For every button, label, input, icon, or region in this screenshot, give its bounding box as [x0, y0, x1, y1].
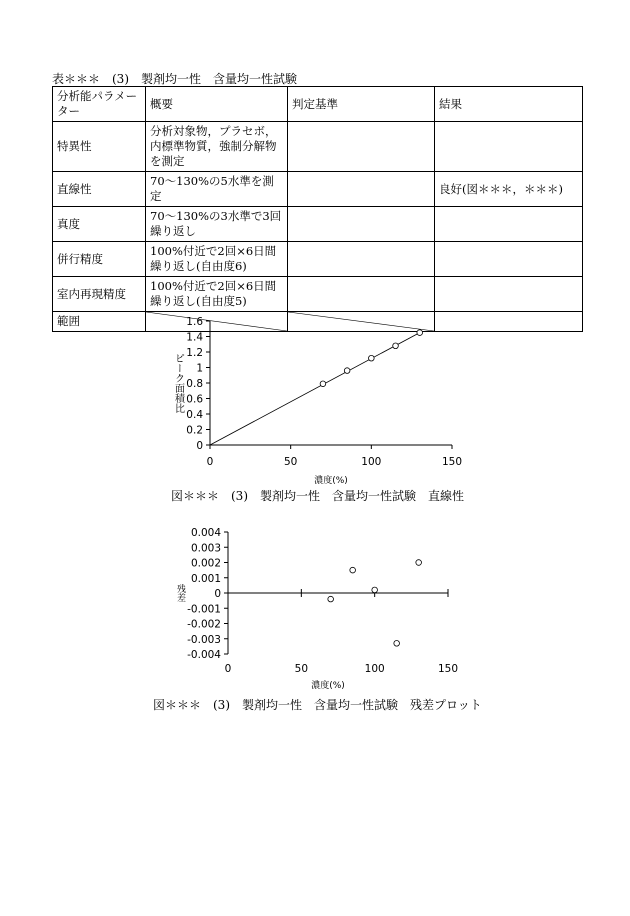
y-tick-label: 1.6: [186, 316, 203, 328]
header-criteria: 判定基準: [288, 87, 435, 122]
y-tick-label: -0.001: [187, 603, 221, 616]
row-result: [435, 207, 583, 242]
y-tick-label: 0.002: [190, 557, 221, 570]
row-result: 良好(図＊＊＊，＊＊＊): [435, 172, 583, 207]
data-point: [328, 596, 334, 602]
table-row: [53, 207, 583, 242]
y-tick-label: 1: [196, 362, 203, 375]
data-point: [417, 330, 423, 336]
figure1-caption: 図＊＊＊ (3) 製剤均一性 含量均一性試験 直線性: [171, 489, 465, 503]
y-tick-label: 0.6: [186, 393, 203, 406]
y-tick-label: 1.2: [186, 347, 203, 359]
row-param: 範囲: [53, 312, 146, 332]
y-tick-label: -0.002: [187, 618, 221, 631]
y-tick-label: 0.2: [186, 424, 203, 437]
row-param: 室内再現精度: [53, 277, 146, 312]
data-point: [320, 381, 326, 387]
table-row: [53, 122, 583, 172]
y-tick-label: -0.004: [187, 649, 221, 661]
x-tick-label: 150: [437, 663, 459, 675]
data-point: [369, 355, 375, 361]
row-param: 直線性: [53, 172, 146, 207]
row-summary: 70～130%の3水準で3回繰り返し: [146, 207, 288, 242]
data-point: [372, 587, 378, 593]
x-tick-label: 50: [294, 663, 309, 675]
row-criteria: [288, 207, 435, 242]
x-tick-label: 0: [206, 456, 214, 468]
x-tick-label: 150: [441, 456, 463, 468]
row-summary: 分析対象物，プラセボ，内標準物質，強制分解物を測定: [146, 122, 288, 172]
row-result: [435, 122, 583, 172]
table-row: [53, 277, 583, 312]
y-tick-label: 0.8: [186, 378, 203, 390]
table-row: [53, 242, 583, 277]
table-row: [53, 172, 583, 207]
data-point: [394, 641, 400, 647]
x-tick-label: 100: [364, 663, 385, 675]
x-tick-label: 100: [361, 456, 382, 468]
row-param: 併行精度: [53, 242, 146, 277]
y-tick-label: 0: [196, 440, 203, 452]
header-parameter: 分析能パラメーター: [53, 87, 146, 122]
data-point: [393, 343, 399, 349]
row-param: 特異性: [53, 122, 146, 172]
linearity-chart: [160, 310, 480, 494]
linearity-chart-svg: [160, 310, 480, 490]
data-point: [416, 560, 422, 566]
data-point: [350, 567, 356, 573]
row-result: [435, 242, 583, 277]
y-tick-label: 0.4: [186, 409, 203, 421]
table-caption: 表＊＊＊ (3) 製剤均一性 含量均一性試験: [52, 72, 297, 86]
y-tick-label: 0.003: [190, 542, 221, 555]
data-point: [344, 368, 350, 374]
figure2-caption: 図＊＊＊ (3) 製剤均一性 含量均一性試験 残差プロット: [153, 698, 482, 712]
row-param: 真度: [53, 207, 146, 242]
row-criteria: [288, 122, 435, 172]
row-criteria: [288, 242, 435, 277]
residual-chart-svg: [160, 520, 480, 695]
y-tick-label: 0: [214, 588, 221, 600]
row-summary: 100%付近で2回×6日間繰り返し(自由度6): [146, 242, 288, 277]
table-header-row: [53, 87, 583, 122]
fit-line: [210, 333, 420, 445]
y-axis-label: 残差: [175, 584, 185, 602]
header-result: 結果: [435, 87, 583, 122]
residual-chart: [160, 520, 480, 699]
y-axis-label: ピーク面積比: [172, 353, 184, 413]
header-summary: 概要: [146, 87, 288, 122]
x-tick-label: 50: [283, 456, 298, 468]
y-tick-label: -0.003: [187, 633, 221, 646]
row-summary: 100%付近で2回×6日間繰り返し(自由度5): [146, 277, 288, 312]
row-result: [435, 277, 583, 312]
x-axis-label: 濃度(%): [311, 681, 345, 691]
y-tick-label: 0.001: [190, 572, 221, 585]
row-criteria: [288, 277, 435, 312]
row-criteria: [288, 172, 435, 207]
validation-table: [52, 86, 583, 332]
y-tick-label: 0.004: [190, 527, 221, 539]
y-tick-label: 1.4: [186, 331, 203, 344]
row-summary: 70～130%の5水準を測定: [146, 172, 288, 207]
x-axis-label: 濃度(%): [314, 476, 348, 486]
x-tick-label: 0: [224, 663, 232, 675]
